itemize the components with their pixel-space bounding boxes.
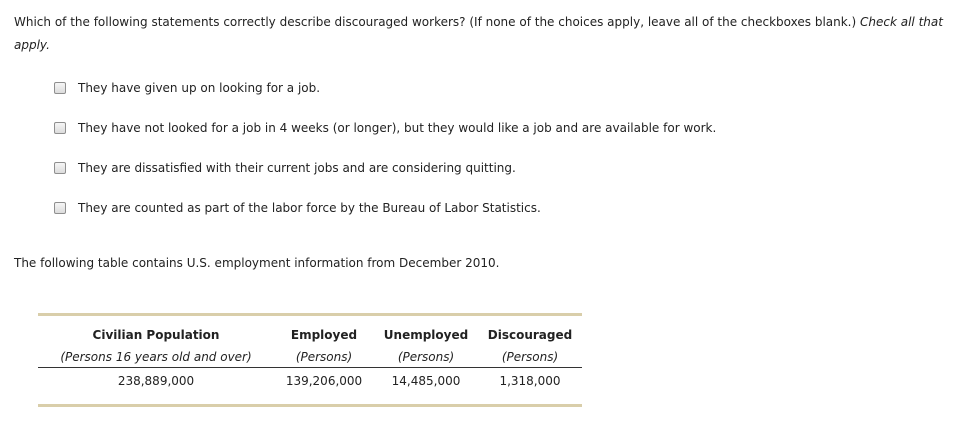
- employment-table: [38, 316, 582, 394]
- subheader-civilian-population: (Persons 16 years old and over): [38, 346, 274, 368]
- value-discouraged: 1,318,000: [499, 374, 561, 388]
- choice-3[interactable]: [54, 158, 716, 178]
- checkbox-4[interactable]: [54, 202, 66, 214]
- table-row: [38, 368, 582, 395]
- checkbox-2[interactable]: [54, 122, 66, 134]
- choice-4[interactable]: [54, 198, 716, 218]
- table-bottom-rule: [38, 404, 582, 407]
- choice-2[interactable]: [54, 118, 716, 138]
- choice-label-2[interactable]: They have not looked for a job in 4 weeks (or longer), but they would like a job and are available for work.: [78, 121, 717, 135]
- subheader-unemployed: (Persons): [374, 346, 478, 368]
- table-intro: The following table contains U.S. employment information from December 2010.: [14, 256, 500, 270]
- question-instruction: Check all that apply.: [14, 15, 943, 52]
- checkbox-1[interactable]: [54, 82, 66, 94]
- value-unemployed: 14,485,000: [391, 374, 461, 388]
- choice-label-3[interactable]: They are dissatisfied with their current jobs and are considering quitting.: [78, 161, 516, 175]
- header-civilian-population: Civilian Population: [92, 327, 220, 342]
- subheader-discouraged: (Persons): [478, 346, 582, 368]
- header-discouraged: Discouraged: [487, 327, 573, 342]
- table-subheader-row: [38, 346, 582, 368]
- header-employed: Employed: [290, 327, 358, 342]
- header-unemployed: Unemployed: [383, 327, 469, 342]
- employment-table-container: [38, 313, 582, 407]
- table-bottom-gap: [38, 394, 582, 404]
- choice-label-4[interactable]: They are counted as part of the labor force by the Bureau of Labor Statistics.: [78, 201, 541, 215]
- value-employed: 139,206,000: [285, 374, 363, 388]
- question-text: [14, 11, 944, 57]
- question-body: Which of the following statements correctly describe discouraged workers? (If none of the choices apply, leave all of the checkboxes blank.): [14, 15, 860, 29]
- table-header-row: [38, 316, 582, 346]
- checkbox-3[interactable]: [54, 162, 66, 174]
- subheader-employed: (Persons): [274, 346, 374, 368]
- choice-label-1[interactable]: They have given up on looking for a job.: [78, 81, 321, 95]
- answer-choices: [54, 78, 716, 238]
- choice-1[interactable]: [54, 78, 716, 98]
- value-civilian-population: 238,889,000: [117, 374, 195, 388]
